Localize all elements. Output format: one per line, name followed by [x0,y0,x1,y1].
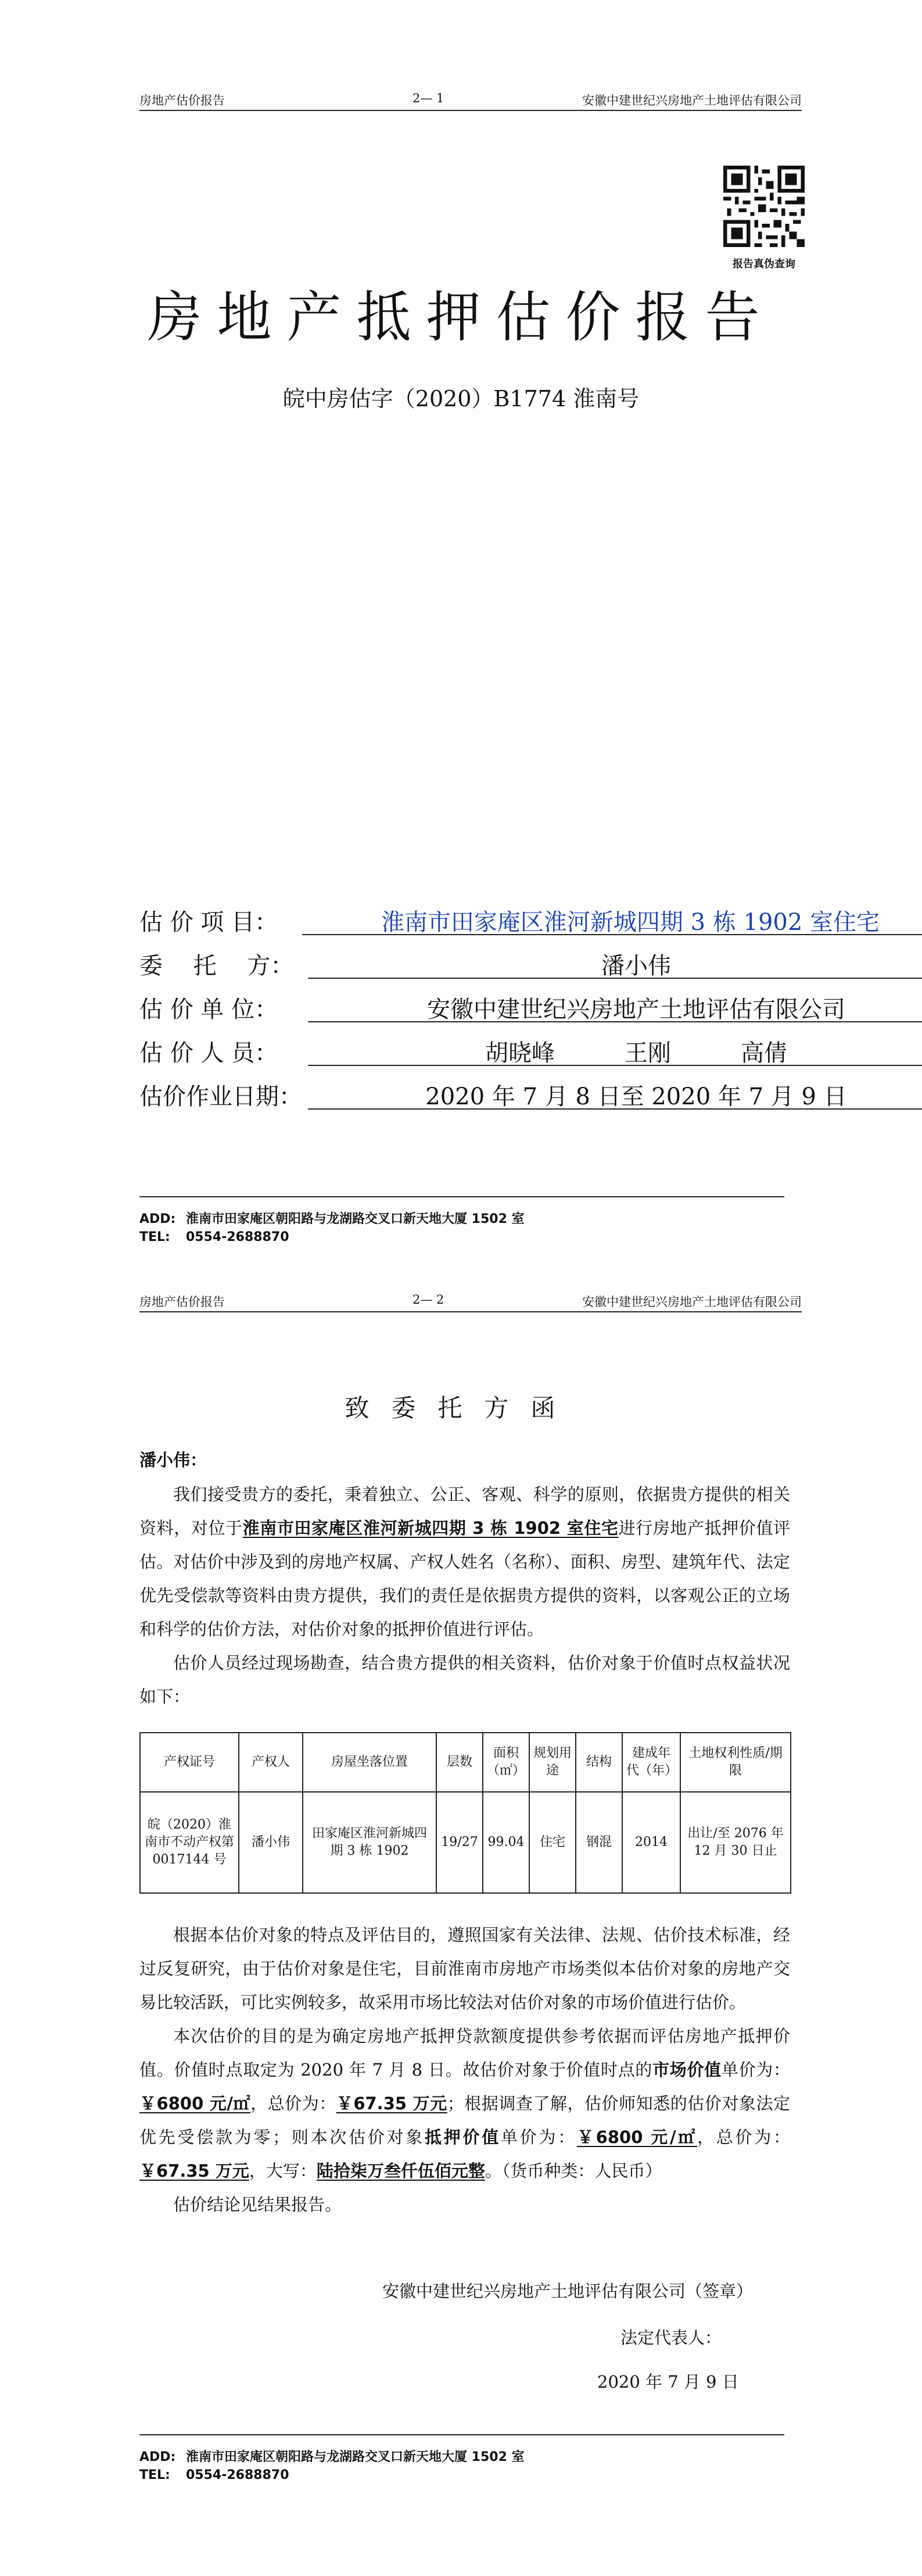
letter-paragraph-4 [139,2019,790,2188]
address-label: ADD: [139,2450,176,2464]
col-year: 建成年代（年） [622,1733,680,1792]
cell-certificate: 皖（2020）淮南市不动产权第 0017144 号 [140,1792,239,1893]
col-certificate: 产权证号 [140,1733,239,1792]
col-location: 房屋坐落位置 [303,1733,436,1792]
market-total-price: ￥67.35 万元 [336,2094,447,2113]
tel-label: TEL: [139,1230,170,1244]
para4-text: 单价为： [500,2127,577,2147]
market-unit-price: ￥6800 元/㎡ [139,2094,251,2113]
footer-tel [139,1230,289,1244]
running-header [139,1291,802,1312]
para1-text-a: 我们接受贵方的委托，秉着独立、公正、客观、科学的原则，依据贵方提供的相关资料，对位于 [139,1484,790,1538]
header-page-number: 2— 1 [412,91,444,105]
footer-address [139,2447,525,2465]
para4-text: 单价为： [721,2060,790,2080]
para1-text-b: 进行房地产抵押价值评估。对估价中涉及到的房地产权属、产权人姓名（名称）、面积、房型、建筑年代、法定优先受偿款等资料由贵方提供，我们的责任是依据贵方提供的资料，以客观公正的立场和科学的估价方法，对估价对象的抵押价值进行评估。 [139,1518,790,1639]
header-report-name: 房地产估价报告 [139,94,225,108]
cell-area: 99.04 [483,1792,529,1893]
field-value: 安徽中建世纪兴房地产土地评估有限公司 [308,991,922,1022]
cell-year: 2014 [622,1792,680,1893]
market-value-label: 市场价值 [652,2060,722,2080]
field-value: 2020 年 7 月 8 日至 2020 年 7 月 9 日 [308,1078,922,1110]
field-value[interactable]: 淮南市田家庵区淮河新城四期 3 栋 1902 室住宅 [302,904,922,935]
para4-text: ；根据调查了解，估价师知悉的估价对象法定优先受偿款为零；则本次估价对象 [139,2094,790,2147]
signature-company: 安徽中建世纪兴房地产土地评估有限公司（签章） [382,2281,754,2301]
para4-text: 。（货币种类：人民币） [485,2161,662,2181]
cell-structure: 钢混 [576,1792,622,1893]
field-value: 潘小伟 [308,947,922,979]
letter-paragraph-3: 根据本估价对象的特点及评估目的，遵照国家有关法律、法规、估价技术标准，经过反复研究，由于估价对象是住宅，目前淮南市房地产市场类似本估价对象的房地产交易比较活跃，可比实例较多，故采用市场比较法对估价对象的市场价值进行估价。 [139,1925,790,2012]
col-floor: 层数 [436,1733,483,1792]
para4-text: ，总价为： [250,2094,336,2113]
col-structure: 结构 [576,1733,622,1792]
salutation: 潘小伟： [139,1450,207,1470]
report-title: 房地产抵押估价报告 [147,286,775,349]
letter-title: 致委托方函 [345,1394,577,1422]
mortgage-value-label: 抵押价值 [425,2127,501,2147]
mortgage-unit-price: ￥6800 元/㎡ [576,2127,698,2147]
field-label: 估价作业日期： [139,1083,302,1110]
footer-tel [139,2468,289,2482]
header-page-number: 2— 2 [412,1293,444,1307]
cell-floor: 19/27 [436,1792,483,1893]
mortgage-total-price: ￥67.35 万元 [139,2161,249,2181]
para4-text: ，总价为： [697,2127,790,2147]
table-header-row [140,1733,791,1792]
field-label: 估 价 单 位： [139,996,278,1023]
tel-text: 0554-2688870 [186,2468,289,2482]
running-header [139,90,802,111]
address-text: 淮南市田家庵区朝阳路与龙湖路交叉口新天地大厦 1502 室 [186,1212,525,1226]
letter-paragraph-5: 估价结论见结果报告。 [173,2195,342,2214]
para4-text: 本次估价的目的是为确定房地产抵押贷款额度提供参考依据而评估房地产抵押价值。价值时点取定为 2020 年 7 月 8 日。故估价对象于价值时点的 [139,2026,790,2080]
header-company: 安徽中建世纪兴房地产土地评估有限公司 [582,1295,802,1309]
footer-address [139,1209,525,1227]
letter-paragraph-1 [139,1477,790,1646]
cell-owner: 潘小伟 [239,1792,303,1893]
cell-land-right: 出让/至 2076 年 12 月 30 日止 [680,1792,791,1893]
address-text: 淮南市田家庵区朝阳路与龙湖路交叉口新天地大厦 1502 室 [186,2450,525,2464]
signature-date: 2020 年 7 月 9 日 [597,2372,739,2392]
appraisal-subject: 淮南市田家庵区淮河新城四期 3 栋 1902 室住宅 [242,1518,619,1538]
letter-paragraph-2: 估价人员经过现场勘查，结合贵方提供的相关资料，估价对象于价值时点权益状况如下： [139,1653,790,1706]
cover-page [0,0,922,1285]
report-number: 皖中房估字（2020）B1774 淮南号 [282,386,640,412]
col-land-right: 土地权利性质/期限 [680,1733,791,1792]
amount-in-words: 陆拾柒万叁仟伍佰元整 [316,2161,485,2181]
cell-location: 田家庵区淮河新城四期 3 栋 1902 [303,1792,436,1893]
field-label: 估 价 人 员： [139,1040,278,1067]
para4-text: ，大写： [249,2161,317,2181]
field-label: 委 托 方： [139,953,294,979]
footer-rule [139,1196,784,1197]
signature-representative: 法定代表人： [620,2328,722,2348]
qr-code-icon[interactable] [723,166,805,247]
address-label: ADD: [139,1212,176,1226]
table-row [140,1792,791,1893]
field-label: 估 价 项 目： [139,909,278,936]
col-use: 规划用途 [529,1733,576,1792]
field-value: 胡晓峰 王刚 高倩 [308,1035,922,1066]
col-owner: 产权人 [239,1733,303,1792]
tel-text: 0554-2688870 [186,1230,289,1244]
footer-rule [139,2434,784,2435]
col-area: 面积（㎡） [483,1733,529,1792]
cell-use: 住宅 [529,1792,576,1893]
property-rights-table [139,1732,791,1894]
qr-caption: 报告真伪查询 [733,258,795,270]
tel-label: TEL: [139,2468,170,2482]
header-report-name: 房地产估价报告 [139,1295,225,1309]
header-company: 安徽中建世纪兴房地产土地评估有限公司 [582,94,802,108]
